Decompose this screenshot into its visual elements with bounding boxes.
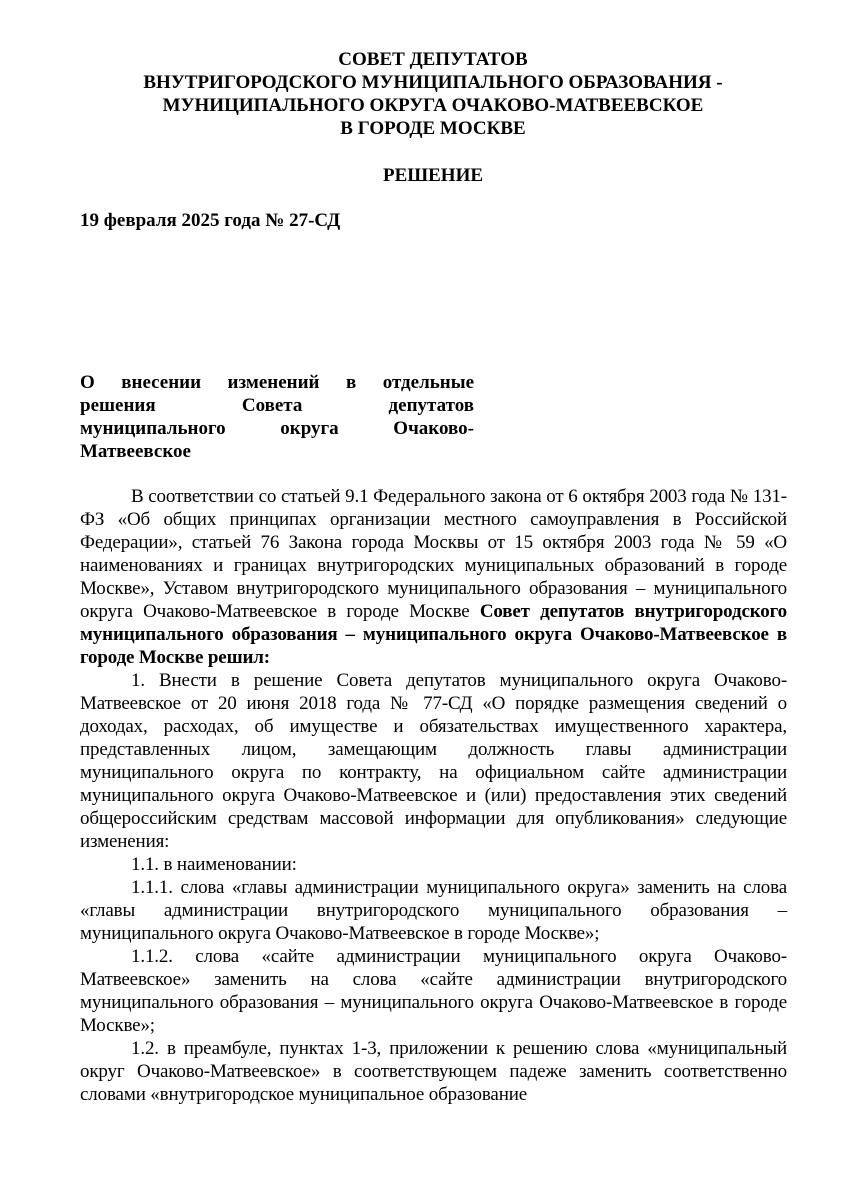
item-1-paragraph: 1. Внести в решение Совета депутатов муниципального округа Очаково-Матвеевское от 20 июня 2018 года № 77-СД «О порядке размещения сведений о доходах, расходах, об имуществе и обязательствах имущественного характера, представленных лицом, замещающим должность главы администрации муниципального округа по контракту, на официальном сайте администрации муниципального округа Очаково-Матвеевское и (или) предоставления этих сведений общероссийским средствам массовой информации для опубликования» следующие изменения: (80, 670, 787, 852)
header-line: ВНУТРИГОРОДСКОГО МУНИЦИПАЛЬНОГО ОБРАЗОВАНИЯ - (143, 72, 723, 93)
item-1-1-2-paragraph: 1.1.2. слова «сайте администрации муниципального округа Очаково-Матвеевское» заменить на слова «сайте администрации внутригородского муниципального образования – муниципального округа Очаково-Матвеевское в городе Москве»; (80, 946, 787, 1036)
item-1-1-paragraph: 1.1. в наименовании: (131, 854, 297, 875)
header-line: В ГОРОДЕ МОСКВЕ (340, 118, 526, 139)
item-1-1-1-paragraph: 1.1.1. слова «главы администрации муниципального округа» заменить на слова «главы администрации внутригородского муниципального образования – муниципального округа Очаково-Матвеевское в городе Москве»; (80, 877, 787, 944)
subject-line: муниципального округа Очаково- (80, 418, 474, 439)
preamble-paragraph (80, 485, 787, 669)
subject-line: О внесении изменений в отдельные (80, 372, 474, 393)
item-1-2-paragraph: 1.2. в преамбуле, пунктах 1-3, приложении к решению слова «муниципальный округ Очаково-Матвеевское» в соответствующем падеже заменить соответственно словами «внутригородское муниципальное образование (80, 1038, 787, 1105)
decision-title: РЕШЕНИЕ (382, 165, 484, 186)
subject-line: Матвеевское (80, 441, 191, 462)
subject-line: решения Совета депутатов (80, 395, 474, 416)
resolved-text: Совет депутатов внутригородского муниципального образования – муниципального округа Очаково-Матвеевское в городе Москве решил: (80, 601, 787, 668)
preamble-text: В соответствии со статьей 9.1 Федерального закона от 6 октября 2003 года № 131-ФЗ «Об общих принципах организации местного самоуправления в Российской Федерации», статьей 76 Закона города Москвы от 15 октября 2003 года № 59 «О наименованиях и границах внутригородских муниципальных образований в городе Москве», Уставом внутригородского муниципального образования – муниципального округа Очаково-Матвеевское в городе Москве (80, 486, 787, 622)
decision-body (80, 485, 787, 1106)
decision-subject (80, 371, 474, 463)
header-line: МУНИЦИПАЛЬНОГО ОКРУГА ОЧАКОВО-МАТВЕЕВСКОЕ (162, 95, 704, 116)
council-header (0, 48, 848, 140)
header-line: СОВЕТ ДЕПУТАТОВ (338, 49, 528, 70)
decision-date-number: 19 февраля 2025 года № 27-СД (80, 210, 341, 231)
